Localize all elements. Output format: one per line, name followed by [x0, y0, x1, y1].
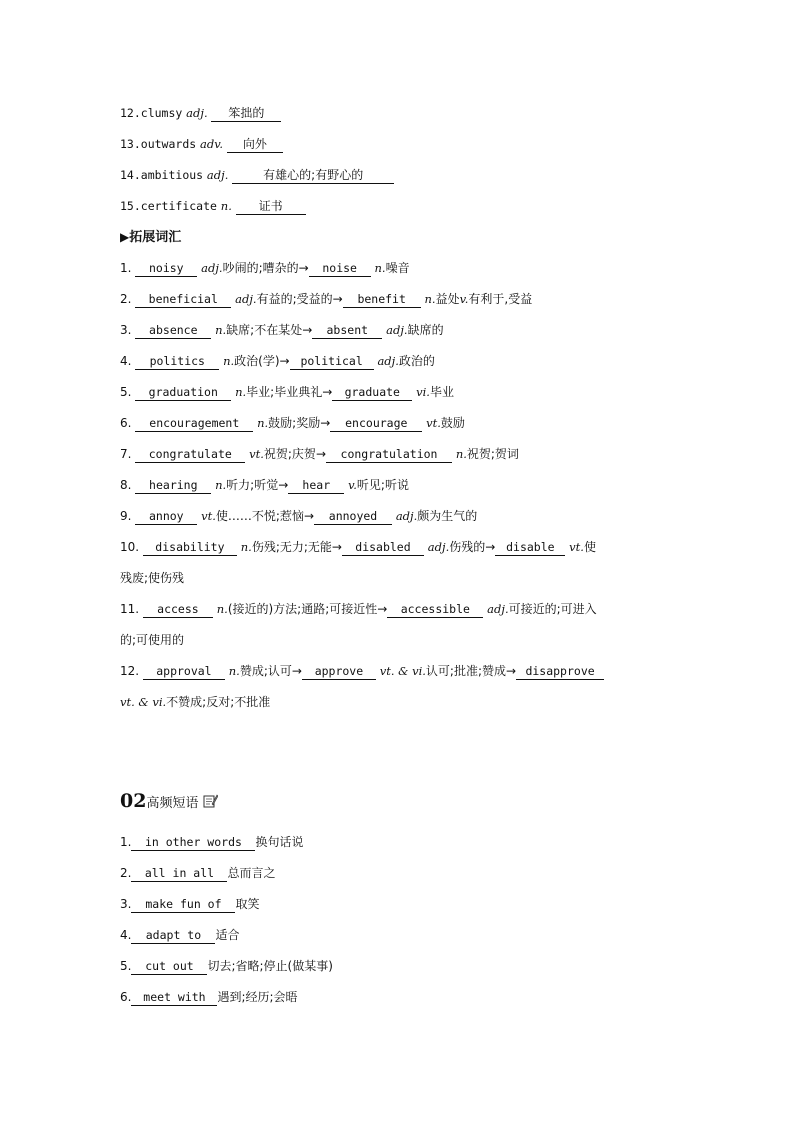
answer-blank: encouragement — [135, 415, 253, 432]
item-number: 12. — [120, 106, 141, 120]
meaning: 切去;省略;停止(做某事) — [207, 959, 333, 973]
meaning: 不赞成;反对;不批准 — [166, 695, 271, 709]
expand-item-11-continued — [120, 630, 680, 661]
answer-blank: accessible — [387, 601, 483, 618]
part-of-speech: n. — [216, 602, 228, 616]
meaning: (接近的)方法;通路;可接近性 — [227, 602, 378, 616]
meaning: 有利于,受益 — [468, 292, 533, 306]
part-of-speech: n. — [240, 540, 252, 554]
answer-blank: encourage — [330, 415, 422, 432]
answer-blank: graduate — [332, 384, 412, 401]
phrase-list — [120, 832, 680, 1018]
part-of-speech: adj. — [487, 602, 509, 616]
answer-blank: hearing — [135, 477, 211, 494]
answer-blank: politics — [135, 353, 219, 370]
triangle-marker-icon: ▶ — [120, 230, 130, 244]
answer-blank: meet with — [131, 989, 217, 1006]
answer-blank: disabled — [342, 539, 424, 556]
part-of-speech: n. — [235, 385, 247, 399]
answer-blank: absent — [312, 322, 382, 339]
expand-item-12-continued — [120, 692, 680, 723]
part-of-speech: n. — [455, 447, 467, 461]
arrow-icon: → — [278, 478, 289, 492]
meaning: 吵闹的;嘈杂的 — [222, 261, 299, 275]
expand-item — [120, 413, 680, 444]
arrow-icon: → — [332, 292, 343, 306]
vocab-item-15 — [120, 196, 680, 227]
vocab-word: clumsy — [140, 106, 183, 120]
answer-blank: annoyed — [314, 508, 392, 525]
answer-blank: access — [143, 601, 213, 618]
meaning: 使 — [583, 540, 596, 554]
meaning: 噪音 — [385, 261, 410, 275]
answer-blank: disable — [495, 539, 565, 556]
answer-blank: 向外 — [227, 136, 283, 153]
expand-item-10-continued — [120, 568, 680, 599]
expand-item — [120, 320, 680, 351]
part-of-speech: vt. — [249, 447, 264, 461]
part-of-speech: n. — [424, 292, 436, 306]
meaning: 的;可使用的 — [120, 633, 185, 647]
arrow-icon: → — [377, 602, 388, 616]
answer-blank: approval — [143, 663, 225, 680]
answer-blank: graduation — [135, 384, 231, 401]
answer-blank: 有雄心的;有野心的 — [232, 167, 394, 184]
item-number: 1. — [120, 835, 132, 849]
phrase-item — [120, 863, 680, 894]
answer-blank: in other words — [131, 834, 255, 851]
meaning: 赞成;认可 — [239, 664, 292, 678]
expand-item — [120, 351, 680, 382]
expand-item-12 — [120, 661, 680, 692]
part-of-speech: adj. — [206, 168, 229, 182]
item-number: 11. — [120, 602, 140, 616]
meaning: 伤残;无力;无能 — [251, 540, 332, 554]
meaning: 遇到;经历;会晤 — [217, 990, 298, 1004]
part-of-speech: vt. & vi. — [379, 664, 426, 678]
item-number: 13. — [120, 137, 141, 151]
item-number: 3. — [120, 897, 132, 911]
part-of-speech: n. — [220, 199, 232, 213]
item-number: 1. — [120, 261, 132, 275]
answer-blank: disapprove — [516, 663, 604, 680]
phrase-item — [120, 832, 680, 863]
item-number: 5. — [120, 959, 132, 973]
meaning: 伤残的 — [449, 540, 486, 554]
meaning: 颇为生气的 — [417, 509, 478, 523]
meaning: 鼓励 — [440, 416, 465, 430]
answer-blank: make fun of — [131, 896, 235, 913]
answer-blank: noise — [309, 260, 371, 277]
meaning: 换句话说 — [255, 835, 304, 849]
answer-blank: 笨拙的 — [211, 105, 281, 122]
answer-blank: beneficial — [135, 291, 231, 308]
arrow-icon: → — [322, 385, 333, 399]
section-title: 高频短语 — [146, 796, 199, 811]
vocab-item-12 — [120, 103, 680, 134]
arrow-icon: → — [279, 354, 290, 368]
vocab-item-13 — [120, 134, 680, 165]
phrase-item — [120, 987, 680, 1018]
part-of-speech: vt. & vi. — [120, 695, 167, 709]
phrase-item — [120, 894, 680, 925]
item-number: 6. — [120, 416, 132, 430]
item-number: 7. — [120, 447, 132, 461]
meaning: 祝贺;庆贺 — [263, 447, 316, 461]
meaning: 毕业;毕业典礼 — [246, 385, 323, 399]
part-of-speech: adj. — [235, 292, 257, 306]
part-of-speech: adj. — [186, 106, 208, 120]
answer-blank: 证书 — [236, 198, 306, 215]
item-number: 8. — [120, 478, 132, 492]
phrase-item — [120, 956, 680, 987]
arrow-icon: → — [320, 416, 331, 430]
expand-item — [120, 289, 680, 320]
part-of-speech: adj. — [201, 261, 223, 275]
arrow-icon: → — [331, 540, 342, 554]
meaning: 使……不悦;惹恼 — [215, 509, 304, 523]
vocabulary-list — [120, 103, 680, 723]
meaning: 政治(学) — [234, 354, 280, 368]
notepad-pencil-icon — [202, 793, 218, 809]
arrow-icon: → — [315, 447, 326, 461]
section-heading-phrases — [120, 790, 218, 820]
answer-blank: adapt to — [131, 927, 215, 944]
answer-blank: hear — [288, 477, 344, 494]
expand-item — [120, 475, 680, 506]
part-of-speech: vt. — [426, 416, 441, 430]
meaning: 听见;听说 — [356, 478, 409, 492]
expand-item-10 — [120, 537, 680, 568]
expand-item-11 — [120, 599, 680, 630]
expand-item — [120, 444, 680, 475]
arrow-icon: → — [485, 540, 496, 554]
meaning: 总而言之 — [227, 866, 276, 880]
arrow-icon: → — [298, 261, 309, 275]
expand-item — [120, 258, 680, 289]
meaning: 缺席;不在某处 — [226, 323, 303, 337]
answer-blank: noisy — [135, 260, 197, 277]
part-of-speech: v. — [348, 478, 357, 492]
meaning: 可接近的;可进入 — [508, 602, 597, 616]
arrow-icon: → — [302, 323, 313, 337]
meaning: 鼓励;奖励 — [268, 416, 321, 430]
part-of-speech: adj. — [427, 540, 450, 554]
arrow-icon: → — [303, 509, 314, 523]
part-of-speech: vt. — [201, 509, 216, 523]
answer-blank: disability — [143, 539, 237, 556]
item-number: 4. — [120, 354, 132, 368]
meaning: 适合 — [215, 928, 240, 942]
part-of-speech: vt. — [569, 540, 584, 554]
meaning: 认可;批准;赞成 — [425, 664, 506, 678]
item-number: 3. — [120, 323, 132, 337]
meaning: 益处 — [435, 292, 460, 306]
item-number: 15. — [120, 199, 141, 213]
answer-blank: political — [290, 353, 374, 370]
answer-blank: congratulate — [135, 446, 245, 463]
part-of-speech: n. — [215, 323, 227, 337]
meaning: 祝贺;贺词 — [466, 447, 519, 461]
vocab-word: outwards — [140, 137, 197, 151]
vocab-word: certificate — [140, 199, 217, 213]
part-of-speech: n. — [215, 478, 227, 492]
answer-blank: absence — [135, 322, 211, 339]
item-number: 9. — [120, 509, 132, 523]
vocab-item-14 — [120, 165, 680, 196]
item-number: 5. — [120, 385, 132, 399]
meaning: 取笑 — [235, 897, 260, 911]
section-title: 拓展词汇 — [129, 230, 182, 245]
part-of-speech: n. — [228, 664, 240, 678]
meaning: 政治的 — [398, 354, 435, 368]
expand-item — [120, 382, 680, 413]
part-of-speech: n. — [374, 261, 386, 275]
item-number: 14. — [120, 168, 141, 182]
arrow-icon: → — [291, 664, 302, 678]
section-number: 02 — [120, 790, 147, 812]
answer-blank: benefit — [343, 291, 421, 308]
item-number: 12. — [120, 664, 140, 678]
meaning: 毕业 — [429, 385, 454, 399]
item-number: 4. — [120, 928, 132, 942]
item-number: 10. — [120, 540, 140, 554]
part-of-speech: n. — [223, 354, 235, 368]
answer-blank: annoy — [135, 508, 197, 525]
answer-blank: cut out — [131, 958, 207, 975]
item-number: 2. — [120, 292, 132, 306]
answer-blank: congratulation — [326, 446, 452, 463]
meaning: 缺席的 — [407, 323, 444, 337]
vocab-word: ambitious — [140, 168, 204, 182]
part-of-speech: adj. — [377, 354, 399, 368]
meaning: 残废;使伤残 — [120, 571, 185, 585]
part-of-speech: n. — [257, 416, 269, 430]
answer-blank: approve — [302, 663, 376, 680]
part-of-speech: adv. — [200, 137, 224, 151]
section-expand-heading — [120, 227, 680, 258]
meaning: 听力;听觉 — [226, 478, 279, 492]
part-of-speech: adj. — [395, 509, 418, 523]
arrow-icon: → — [506, 664, 517, 678]
answer-blank: all in all — [131, 865, 227, 882]
part-of-speech: v. — [459, 292, 469, 306]
part-of-speech: adj. — [386, 323, 408, 337]
part-of-speech: vi. — [416, 385, 430, 399]
meaning: 有益的;受益的 — [256, 292, 333, 306]
expand-item — [120, 506, 680, 537]
item-number: 6. — [120, 990, 132, 1004]
item-number: 2. — [120, 866, 132, 880]
phrase-item — [120, 925, 680, 956]
